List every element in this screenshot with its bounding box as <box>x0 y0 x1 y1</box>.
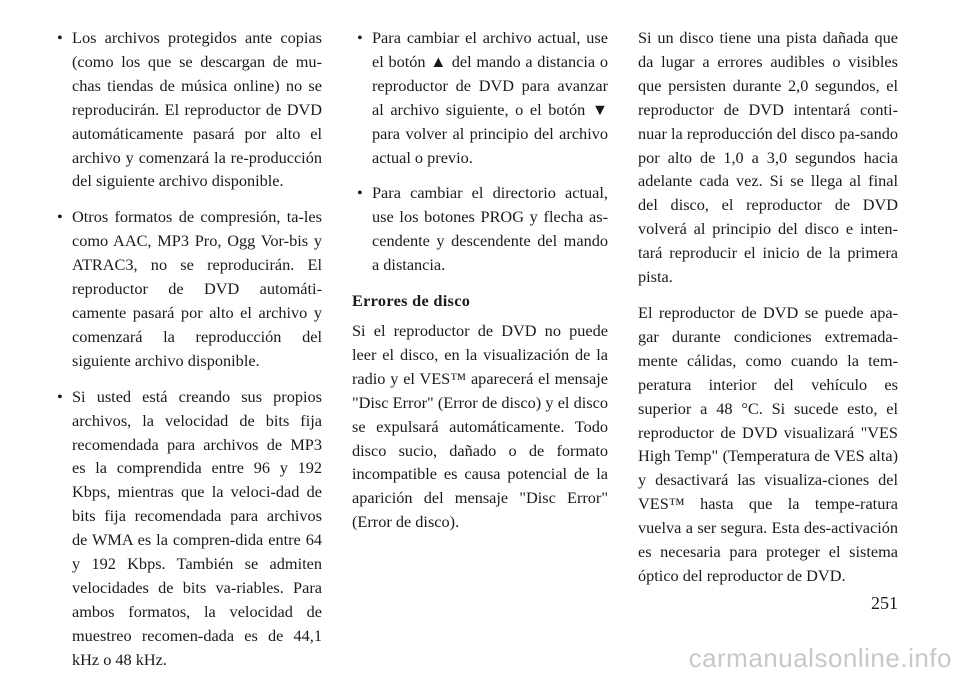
page-number: 251 <box>871 593 898 613</box>
column-right <box>638 26 898 600</box>
paragraph-high-temp: El reproductor de DVD se puede apa-gar durante condiciones extremada-mente cálidas, como cuando la tem-peratura interior del vehículo es superior a 48 °C. Si sucede esto, el reproductor de DVD visualizará "VES High Temp" (Temperatura de VES alta) y desactivará las visualiza-ciones del VES™ hasta que la tempe-ratura vuelva a ser segura. Esta des-activación es necesaria para proteger el sistema óptico del reproductor de DVD. <box>638 302 898 585</box>
bullet-item-change-directory: • Para cambiar el directorio actual, use los botones PROG y flecha as-cendente y descendente del mando a distancia. <box>352 181 608 277</box>
bullet-item-protected-files: • Los archivos protegidos ante copias (como los que se descargan de mu-chas tiendas de música online) no se reproducirán. El reproductor de DVD automáticamente pasará por alto el archivo y comenzará la re-producción del siguiente archivo disponible. <box>52 26 322 193</box>
bullet-item-bitrate: • Si usted está creando sus propios archivos, la velocidad de bits fija recomendada para archivos de MP3 es la comprendida entre 96 y 192 Kbps, mientras que la veloci-dad de bits fija recomendada para archivos de WMA es la compren-dida entre 64 y 192 Kbps. También se admiten velocidades de bits va-riables. Para ambos formatos, la velocidad de muestreo recomen-dada es de 44,1 kHz o 48 kHz. <box>52 385 322 672</box>
paragraph-disc-error: Si el reproductor de DVD no puede leer el disco, en la visualización de la radio y el VES™ aparecerá el mensaje "Disc Error" (Error de disco) y el disco se expulsará automáticamente. Todo disco sucio, dañado o de formato incompatible es causa potencial de la aparición del mensaje "Disc Error" (Error de disco). <box>352 320 608 532</box>
bullet-item-other-formats: • Otros formatos de compresión, ta-les como AAC, MP3 Pro, Ogg Vor-bis y ATRAC3, no se reproducirán. El reproductor de DVD automáti-camente pasará por alto el archivo y comenzará la reproducción del siguiente archivo disponible. <box>52 205 322 372</box>
bullet-list-navigation <box>352 26 608 277</box>
section-heading-disc-errors: Errores de disco <box>352 291 471 311</box>
paragraph-damaged-track: Si un disco tiene una pista dañada que da lugar a errores audibles o visibles que persisten durante 2,0 segundos, el reproductor de DVD intentará conti-nuar la reproducción del disco pa-sando por alto de 1,0 a 3,0 segundos hacia adelante cada vez. Si se llega al final del disco, el reproductor de DVD volverá al principio del disco e inten-tará reproducir el inicio de la primera pista. <box>638 28 898 287</box>
column-left <box>52 26 322 684</box>
bullet-item-change-file: • Para cambiar el archivo actual, use el botón ▲ del mando a distancia o reproductor de DVD para avanzar al archivo siguiente, o el botón ▼ para volver al principio del archivo actual o previo. <box>352 26 608 169</box>
bullet-list-file-formats <box>52 26 322 672</box>
watermark: carmanualsonline.info <box>688 643 952 673</box>
column-middle <box>352 26 608 546</box>
